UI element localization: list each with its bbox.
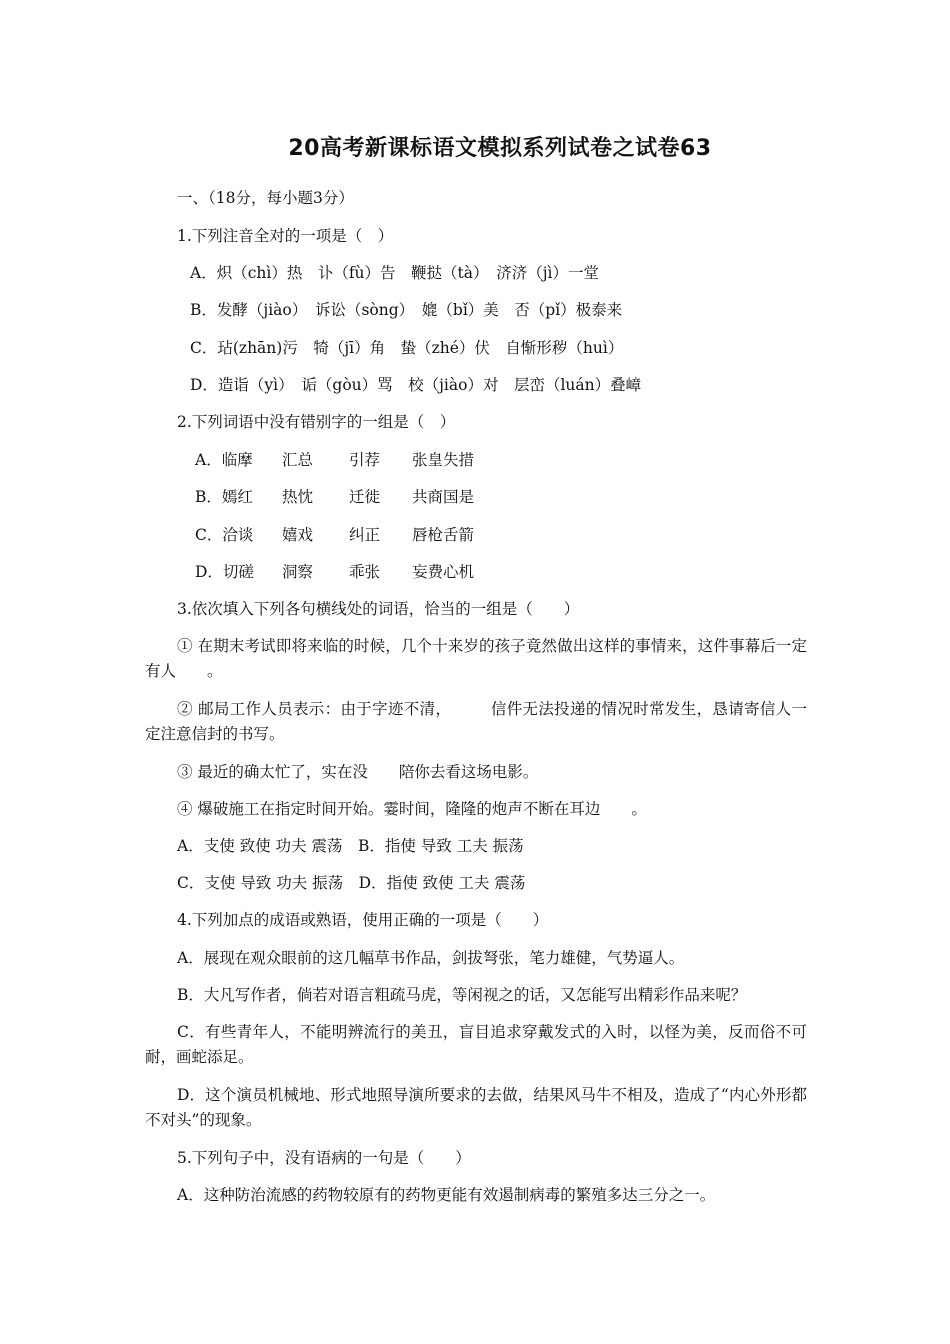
- option-word: 乖张: [349, 563, 381, 581]
- option-word: 唇枪舌箭: [412, 526, 475, 544]
- option-word: 迁徙: [349, 488, 381, 506]
- question-3-sentence-3: ③ 最近的确太忙了，实在没 陪你去看这场电影。: [177, 763, 539, 781]
- option-word: 妄费心机: [412, 563, 475, 581]
- question-4-stem: 4.下列加点的成语或熟语，使用正确的一项是（ ）: [177, 911, 549, 929]
- question-2-stem: 2.下列词语中没有错别字的一组是（ ）: [177, 413, 456, 431]
- question-2-option-a: [195, 450, 474, 470]
- question-3-sentence-1: ① 在期末考试即将来临的时候，几个十来岁的孩子竟然做出这样的事情来，这件事幕后一定有人 。: [145, 637, 807, 680]
- question-1-stem: 1.下列注音全对的一项是（ ）: [177, 227, 394, 245]
- section-heading: 一、（18分，每小题3分）: [177, 189, 354, 207]
- question-4-option-c: C．有些青年人，不能明辨流行的美丑，盲目追求穿戴发式的入时，以怪为美，反而俗不可耐，画蛇添足。: [145, 1023, 807, 1066]
- option-word: 嬉戏: [282, 526, 314, 544]
- question-2-option-c: [195, 525, 474, 545]
- option-word: 纠正: [349, 526, 381, 544]
- page-title: 20高考新课标语文模拟系列试卷之试卷63: [288, 136, 712, 161]
- question-3-options-cd: C．支使 导致 功夫 振荡 D．指使 致使 工夫 震荡: [177, 874, 526, 892]
- question-4-option-a: A．展现在观众眼前的这几幅草书作品，剑拔弩张，笔力雄健，气势逼人。: [177, 949, 685, 967]
- question-1-option-b: B．发酵（jiào） 诉讼（sòng） 媲（bǐ）美 否（pǐ）极泰来: [190, 301, 623, 319]
- option-word: C．洽谈: [195, 526, 254, 544]
- option-word: 热忱: [282, 488, 314, 506]
- question-1-option-a: A．炽（chì）热 讣（fù）告 鞭挞（tà） 济济（jì）一堂: [190, 264, 600, 282]
- question-3-sentence-4: ④ 爆破施工在指定时间开始。霎时间，隆隆的炮声不断在耳边 。: [177, 800, 647, 818]
- question-3-sentence-2: ② 邮局工作人员表示：由于字迹不清， 信件无法投递的情况时常发生，恳请寄信人一定注意信封的书写。: [145, 700, 807, 743]
- question-3-options-ab: A．支使 致使 功夫 震荡 B．指使 导致 工夫 振荡: [177, 837, 524, 855]
- question-1-option-d: D．造诣（yì） 诟（gòu）骂 校（jiào）对 层峦（luán）叠嶂: [190, 376, 642, 394]
- option-word: B．嫣红: [195, 488, 253, 506]
- question-2-option-d: [195, 562, 474, 582]
- option-word: 张皇失措: [412, 451, 475, 469]
- option-word: 共商国是: [412, 488, 475, 506]
- question-1-option-c: C．玷(zhān)污 犄（jī）角 蛰（zhé）伏 自惭形秽（huì）: [190, 339, 624, 357]
- option-word: 汇总: [282, 451, 314, 469]
- question-5-stem: 5.下列句子中，没有语病的一句是（ ）: [177, 1149, 471, 1167]
- question-3-stem: 3.依次填入下列各句横线处的词语，恰当的一组是（ ）: [177, 600, 580, 618]
- option-word: D．切磋: [195, 563, 254, 581]
- option-word: 洞察: [282, 563, 314, 581]
- question-4-option-d: D．这个演员机械地、形式地照导演所要求的去做，结果风马牛不相及，造成了“内心外形都不对头”的现象。: [145, 1086, 807, 1129]
- option-word: A．临摩: [195, 451, 253, 469]
- option-word: 引荐: [349, 451, 381, 469]
- question-4-option-b: B．大凡写作者，倘若对语言粗疏马虎，等闲视之的话，又怎能写出精彩作品来呢？: [177, 986, 747, 1004]
- question-5-option-a: A．这种防治流感的药物较原有的药物更能有效遏制病毒的繁殖多达三分之一。: [177, 1186, 716, 1204]
- question-2-option-b: [195, 487, 474, 507]
